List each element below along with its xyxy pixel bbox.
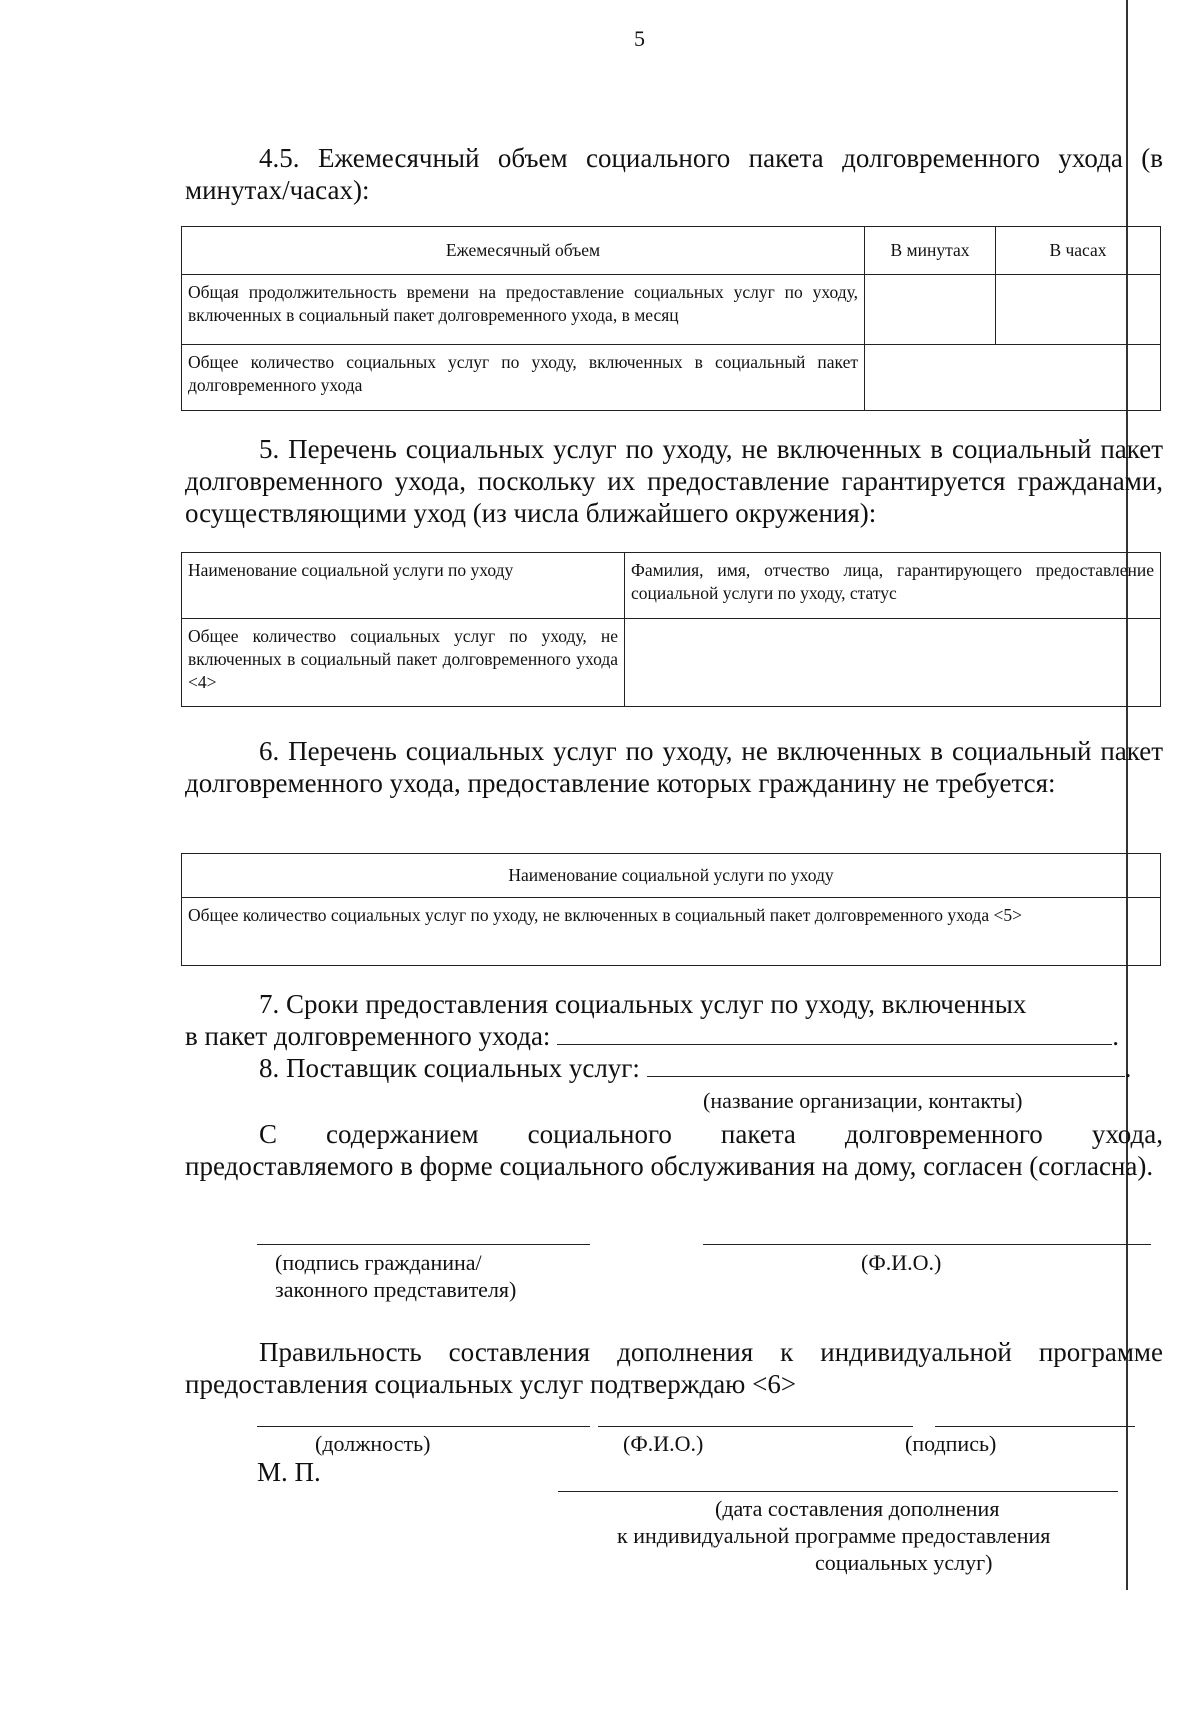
official-signature-line[interactable] [935,1426,1135,1427]
table-header-service-name: Наименование социальной услуги по уходу [182,553,625,619]
stamp-place: М. П. [257,1457,321,1487]
section-5-text: 5. Перечень социальных услуг по уходу, не включенных в социальный пакет долговременного ухода, поскольку их предоставление гарантируется гражданами, осуществляющими уход (из числа ближайшего окружения): [185,434,1163,528]
fio-line[interactable] [703,1244,1151,1245]
date-caption-1: (дата составления дополнения [715,1496,1000,1521]
section-7-line-2 [185,1020,1163,1052]
provider-caption: (название организации, контакты) [703,1088,1023,1113]
section-6-text: 6. Перечень социальных услуг по уходу, не включенных в социальный пакет долговременного ухода, предоставление которых гражданину не требуется: [185,736,1163,798]
official-fio-caption: (Ф.И.О.) [623,1431,704,1456]
section-7-label: в пакет долговременного ухода: [185,1021,551,1051]
table-cell-empty[interactable] [625,619,1161,707]
signature-caption-1: (подпись гражданина/ [275,1250,482,1275]
position-caption: (должность) [315,1431,431,1456]
not-required-services-table [181,853,1161,966]
table-cell-empty[interactable] [865,275,996,345]
signature-line[interactable] [257,1244,590,1245]
page-number: 5 [634,26,645,51]
date-line[interactable] [558,1491,1118,1492]
table-header-hours: В часах [996,227,1161,275]
section-7-line-1: 7. Сроки предоставления социальных услуг по уходу, включенных [259,989,1027,1019]
confirmation-text: Правильность составления дополнения к индивидуальной программе предоставления социальных услуг подтверждаю <6> [185,1337,1163,1399]
table-header-service-name: Наименование социальной услуги по уходу [182,854,1161,898]
service-period-field[interactable] [557,1022,1112,1045]
signature-caption-2: законного представителя) [275,1277,517,1302]
section-8-line [259,1052,1163,1084]
table-row-not-included: Общее количество социальных услуг по уходу, не включенных в социальный пакет долговременного ухода <4> [182,619,625,707]
date-caption-3: социальных услуг) [815,1550,993,1575]
table-row-total-count: Общее количество социальных услуг по уходу, включенных в социальный пакет долговременного ухода [182,345,865,411]
section-8-end: . [1124,1053,1132,1083]
provider-field[interactable] [647,1054,1125,1077]
table-header-volume: Ежемесячный объем [182,227,865,275]
monthly-volume-table [181,226,1161,411]
official-signature-caption: (подпись) [905,1431,997,1456]
guaranteed-services-table [181,552,1161,707]
table-cell-empty[interactable] [996,275,1161,345]
consent-text: С содержанием социального пакета долговременного ухода, предоставляемого в форме социального обслуживания на дому, согласен (согласна). [185,1119,1163,1181]
section-7-end: . [1112,1021,1119,1051]
section-8-label: 8. Поставщик социальных услуг: [259,1053,640,1083]
table-cell-empty[interactable] [865,345,1161,411]
fio-caption: (Ф.И.О.) [861,1250,942,1275]
section-4-5-text: 4.5. Ежемесячный объем социального пакета долговременного ухода (в минутах/часах): [185,143,1163,205]
date-caption-2: к индивидуальной программе предоставления [617,1523,1051,1548]
official-fio-line[interactable] [598,1426,913,1427]
table-header-guarantor: Фамилия, имя, отчество лица, гарантирующего предоставление социальной услуги по уходу, статус [625,553,1161,619]
table-row-not-included: Общее количество социальных услуг по уходу, не включенных в социальный пакет долговременного ухода <5> [182,898,1161,966]
table-row-total-time: Общая продолжительность времени на предоставление социальных услуг по уходу, включенных в социальный пакет долговременного ухода, в месяц [182,275,865,345]
table-header-minutes: В минутах [865,227,996,275]
position-line[interactable] [257,1426,590,1427]
